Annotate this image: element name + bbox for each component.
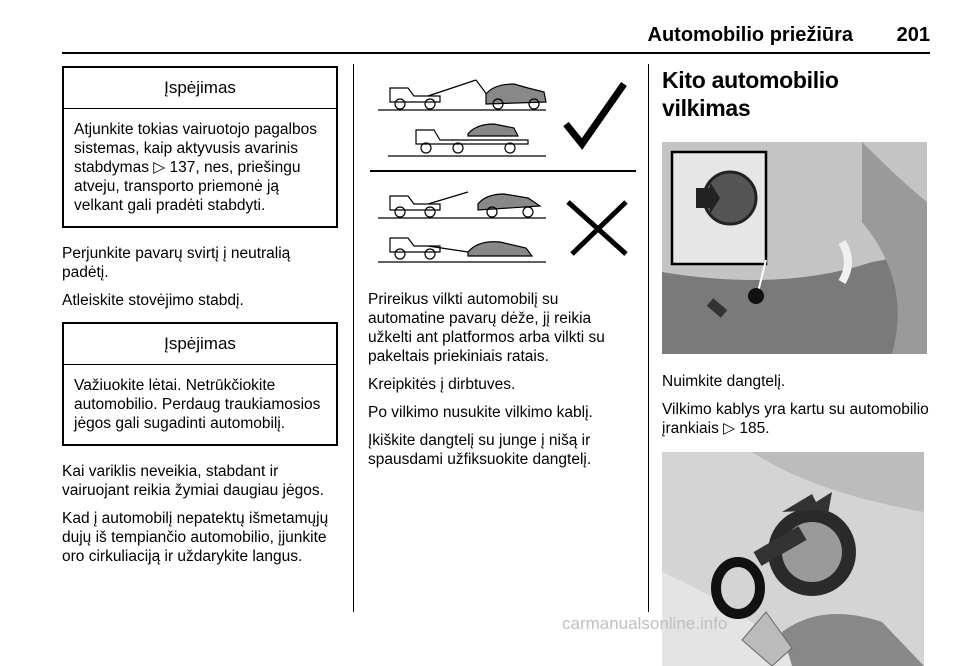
warning-text: Važiuokite lėtai. Netrūkčiokite automobilio. Perdaug traukiamosios jėgos gali sugadinti automobilį.	[74, 377, 321, 432]
bumper-cover-photo	[662, 142, 927, 354]
page-number: 201	[896, 24, 930, 46]
warning-text: Atjunkite tokias vairuotojo pagalbos sistemas, kaip aktyvusis avarinis stabdymas ▷ 137, nes, priešingu atveju, transporto priemonė ją velkant gali pradėti stabdyti.	[74, 121, 317, 214]
warning-box-1	[62, 66, 338, 228]
paragraph: Atleiskite stovėjimo stabdį.	[62, 292, 244, 309]
header-rule	[62, 52, 930, 54]
column-1	[62, 66, 338, 575]
column-2	[368, 66, 636, 478]
paragraph: Nuimkite dangtelį.	[662, 373, 786, 390]
paragraph: Kreipkitės į dirbtuves.	[368, 376, 516, 393]
towing-illustration	[368, 66, 636, 276]
flatbed-truck-icon	[388, 124, 546, 156]
paragraph: Vilkimo kablys yra kartu su automobilio įrankiais ▷ 185.	[662, 401, 929, 437]
column-3	[662, 66, 932, 666]
section-heading: Kito automobilio vilkimas	[662, 67, 839, 121]
paragraph: Kai variklis neveikia, stabdant ir vairuojant reikia žymiai daugiau jėgos.	[62, 463, 324, 499]
checkmark-icon	[566, 84, 624, 144]
paragraph: Įkiškite dangtelį su junge į nišą ir spausdami užfiksuokite dangtelį.	[368, 432, 592, 468]
illustration-divider	[370, 170, 636, 172]
warning-heading: Įspėjimas	[64, 324, 336, 365]
column-divider-2	[648, 64, 649, 612]
page-header	[60, 24, 930, 50]
tow-truck-lifted-icon	[378, 80, 546, 110]
tow-truck-incorrect-icon	[378, 192, 546, 262]
column-divider-1	[353, 64, 354, 612]
page-title: Automobilio priežiūra	[647, 24, 854, 46]
paragraph: Perjunkite pavarų svirtį į neutralią padėtį.	[62, 245, 291, 281]
watermark: carmanualsonline.info	[562, 614, 728, 633]
paragraph: Prireikus vilkti automobilį su automatine pavarų dėže, jį reikia užkelti ant platformos arba vilkti su pakeltais priekiniais ratais.	[368, 291, 605, 365]
paragraph: Kad į automobilį nepatektų išmetamųjų dujų iš tempiančio automobilio, įjunkite oro cirkuliaciją ir uždarykite langus.	[62, 510, 329, 565]
paragraph: Po vilkimo nusukite vilkimo kablį.	[368, 404, 593, 421]
cross-icon	[568, 202, 626, 254]
warning-box-2	[62, 322, 338, 446]
warning-heading: Įspėjimas	[64, 68, 336, 109]
